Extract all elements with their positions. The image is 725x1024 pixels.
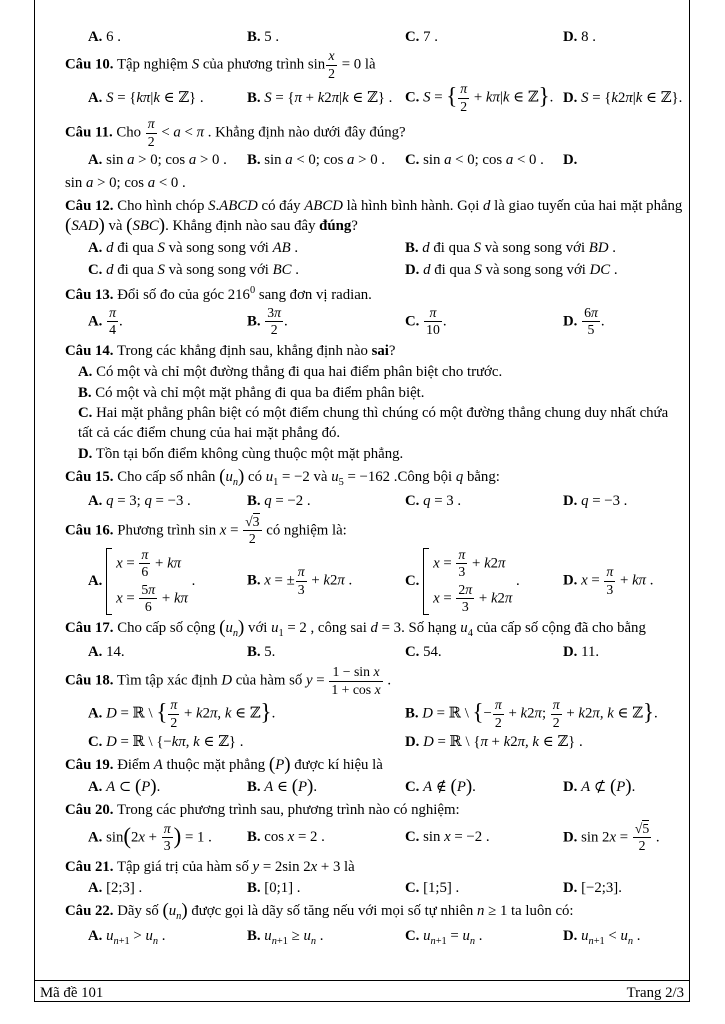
question-text: Câu 11. Cho $\frac{\pi}{2}$ < a < π . Khẳng định nào dưới đây đúng? bbox=[65, 116, 406, 149]
option-continuation: sin a > 0; cos a < 0 . bbox=[65, 174, 186, 191]
option-a: A. S = {kπ|k ∈ ℤ} . bbox=[88, 90, 204, 107]
option-c: C. $u_{n+1} = u_n$ . bbox=[405, 927, 483, 947]
option-b: B. [0;1] . bbox=[247, 879, 301, 896]
option-a: A. x = $\frac{\pi}{6}$ + kπ x = $\frac{5\pi}{6}$ + kπ . bbox=[88, 546, 196, 615]
question-label: Câu 22. bbox=[65, 903, 114, 920]
question-text: Câu 21. Tập giá trị của hàm số y = 2sin 2x + 3 là bbox=[65, 858, 355, 875]
question bbox=[65, 755, 685, 797]
option-d: D. $\frac{6\pi}{5}$ . bbox=[563, 304, 605, 338]
option-c: C. [1;5] . bbox=[405, 879, 460, 896]
question-text: Câu 12. Cho hình chóp S.ABCD có đáy ABCD là hình bình hành. Gọi d là giao tuyến của hai mặt phẳng (SAD) và (SBC). Khẳng định nào sau đây đúng? bbox=[65, 197, 683, 237]
option-c: C. 54. bbox=[405, 643, 442, 660]
question bbox=[65, 467, 685, 512]
option-a: A. d đi qua S và song song với AB . bbox=[88, 239, 299, 256]
question-label: Câu 13. bbox=[65, 286, 114, 303]
option-d: D. Tồn tại bốn điểm không cùng thuộc một mặt phẳng. bbox=[78, 445, 404, 462]
question bbox=[65, 284, 685, 338]
question-label: Câu 20. bbox=[65, 802, 114, 819]
option-b: B. sin a < 0; cos a > 0 . bbox=[247, 152, 385, 169]
option-b: B. $u_{n+1} \ge u_n$ . bbox=[247, 927, 324, 947]
question-text: Câu 20. Trong các phương trình sau, phương trình nào có nghiệm: bbox=[65, 802, 460, 819]
option-b: B. A ∈ (P). bbox=[247, 775, 318, 797]
option-b: B. $\frac{3\pi}{2}$ . bbox=[247, 304, 288, 338]
option-b: B. D = ℝ \ {− $\frac{\pi}{2}$ + k2π; $\frac{\pi}{2}$ + k2π, k ∈ ℤ}. bbox=[405, 697, 658, 730]
option-d: D. q = −3 . bbox=[563, 493, 628, 510]
option-d: D. x = $\frac{\pi}{3}$ + kπ . bbox=[563, 564, 654, 597]
footer bbox=[40, 983, 684, 1003]
option-d: D. bbox=[563, 152, 578, 169]
option-b: B. S = {π + k2π|k ∈ ℤ} . bbox=[247, 90, 393, 107]
question bbox=[65, 800, 685, 853]
question-text: Câu 19. Điểm A thuộc mặt phẳng (P) được kí hiệu là bbox=[65, 754, 383, 776]
question-text: Câu 17. Cho cấp số cộng $(u_n)$ với $u_1 = 2$ , công sai d = 3. Số hạng $u_4$ của cấp số cộng đã cho bằng bbox=[65, 616, 646, 639]
option-b: B. Có một và chỉ một mặt phẳng đi qua ba điểm phân biệt. bbox=[78, 384, 425, 401]
option-c: C. $\frac{\pi}{10}$ . bbox=[405, 304, 447, 338]
option-d: D. 11. bbox=[563, 643, 600, 660]
page-number: Trang 2/3 bbox=[626, 985, 684, 1001]
option-d: D. d đi qua S và song song với DC . bbox=[405, 262, 618, 279]
question bbox=[65, 117, 685, 193]
option-c: C. S = { $\frac{\pi}{2}$ + kπ|k ∈ ℤ}. bbox=[405, 81, 554, 114]
question bbox=[65, 341, 685, 464]
footer-divider bbox=[34, 980, 690, 981]
option-c: C. D = ℝ \ {−kπ, k ∈ ℤ} . bbox=[88, 734, 244, 751]
question bbox=[65, 196, 685, 281]
option-d: D. S = {k2π|k ∈ ℤ}. bbox=[563, 90, 683, 107]
question bbox=[65, 618, 685, 663]
question-text: Câu 15. Cho cấp số nhân $(u_n)$ có $u_1 = -2$ và $u_5 = -162$ .Công bội q bằng: bbox=[65, 466, 500, 489]
question-label: Câu 11. bbox=[65, 124, 113, 141]
option-a: A. Có một và chỉ một đường thẳng đi qua hai điểm phân biệt cho trước. bbox=[78, 364, 503, 381]
question-text: Câu 16. Phương trình sin x = $\frac{√3}{2}$ có nghiệm là: bbox=[65, 513, 347, 547]
question-label: Câu 18. bbox=[65, 672, 114, 689]
question-label: Câu 12. bbox=[65, 197, 114, 214]
option-d: D. 8 . bbox=[563, 29, 596, 45]
exam-code: Mã đề 101 bbox=[40, 985, 104, 1001]
question-label: Câu 16. bbox=[65, 522, 114, 539]
question-label: Câu 10. bbox=[65, 56, 114, 73]
option-d: D. D = ℝ \ {π + k2π, k ∈ ℤ} . bbox=[405, 734, 583, 751]
question-text: Câu 14. Trong các khẳng định sau, khẳng định nào sai? bbox=[65, 342, 396, 359]
option-b: B. q = −2 . bbox=[247, 493, 311, 510]
question bbox=[65, 857, 685, 899]
option-c: C. A ∉ (P). bbox=[405, 775, 476, 797]
option-a: A. sin a > 0; cos a > 0 . bbox=[88, 152, 227, 169]
option-d: D. sin 2x = $\frac{√5}{2}$ . bbox=[563, 820, 660, 854]
option-c: C. 7 . bbox=[405, 29, 438, 45]
question-label: Câu 19. bbox=[65, 757, 114, 774]
question-text: Câu 22. Dãy số $(u_n)$ được gọi là dãy số tăng nếu với mọi số tự nhiên n ≥ 1 ta luôn có: bbox=[65, 900, 574, 923]
question bbox=[65, 901, 685, 948]
exam-content bbox=[65, 26, 685, 952]
option-a: A. D = ℝ \ { $\frac{\pi}{2}$ + k2π, k ∈ ℤ}. bbox=[88, 697, 276, 730]
option-a: A. q = 3; q = −3 . bbox=[88, 493, 191, 510]
option-d: D. A ⊄ (P). bbox=[563, 775, 636, 797]
option-c: C. x = $\frac{\pi}{3}$ + k2π x = $\frac{2\pi}{3}$ + k2π . bbox=[405, 546, 520, 615]
question bbox=[65, 49, 685, 114]
option-a: A. A ⊂ (P). bbox=[88, 775, 161, 797]
option-a: A. [2;3] . bbox=[88, 879, 143, 896]
previous-question-options bbox=[65, 27, 685, 47]
option-a: A. $u_{n+1} > u_n$ . bbox=[88, 927, 166, 947]
option-c: C. d đi qua S và song song với BC . bbox=[88, 262, 299, 279]
option-c: C. sin a < 0; cos a < 0 . bbox=[405, 152, 544, 169]
question bbox=[65, 515, 685, 615]
option-d: D. $u_{n+1} < u_n$ . bbox=[563, 927, 641, 947]
question-label: Câu 15. bbox=[65, 469, 114, 486]
question bbox=[65, 665, 685, 752]
option-a: A. $\frac{\pi}{4}$ . bbox=[88, 304, 123, 338]
option-a: A. 6 . bbox=[88, 29, 121, 45]
option-a: A. sin(2x + $\frac{\pi}{3}$ ) = 1 . bbox=[88, 820, 212, 854]
question-text: Câu 13. Đổi số đo của góc $216^0$ sang đơn vị radian. bbox=[65, 284, 372, 303]
option-a: A. 14. bbox=[88, 643, 125, 660]
option-c: C. q = 3 . bbox=[405, 493, 462, 510]
option-b: B. 5. bbox=[247, 643, 276, 660]
question-text: Câu 18. Tìm tập xác định D của hàm số y = $\frac{\text{1 − sin x}}{\text{1 + cos x}}$ . bbox=[65, 664, 392, 697]
questions bbox=[65, 49, 685, 948]
question-label: Câu 14. bbox=[65, 342, 114, 359]
question-label: Câu 17. bbox=[65, 619, 114, 636]
option-d: D. [−2;3]. bbox=[563, 879, 622, 896]
question-text: Câu 10. Tập nghiệm S của phương trình sin $\frac{x}{2}$ = 0 là bbox=[65, 48, 376, 81]
question-label: Câu 21. bbox=[65, 858, 114, 875]
option-b: B. d đi qua S và song song với BD . bbox=[405, 239, 616, 256]
option-b: B. x = ± $\frac{\pi}{3}$ + k2π . bbox=[247, 564, 353, 597]
option-c: C. sin x = −2 . bbox=[405, 829, 490, 846]
option-c: C. Hai mặt phẳng phân biệt có một điểm chung thì chúng có một đường thẳng chung duy nhất chứa tất cả các điểm chung của hai mặt phẳng đó. bbox=[78, 405, 669, 442]
option-b: B. cos x = 2 . bbox=[247, 829, 325, 846]
option-b: B. 5 . bbox=[247, 29, 280, 45]
